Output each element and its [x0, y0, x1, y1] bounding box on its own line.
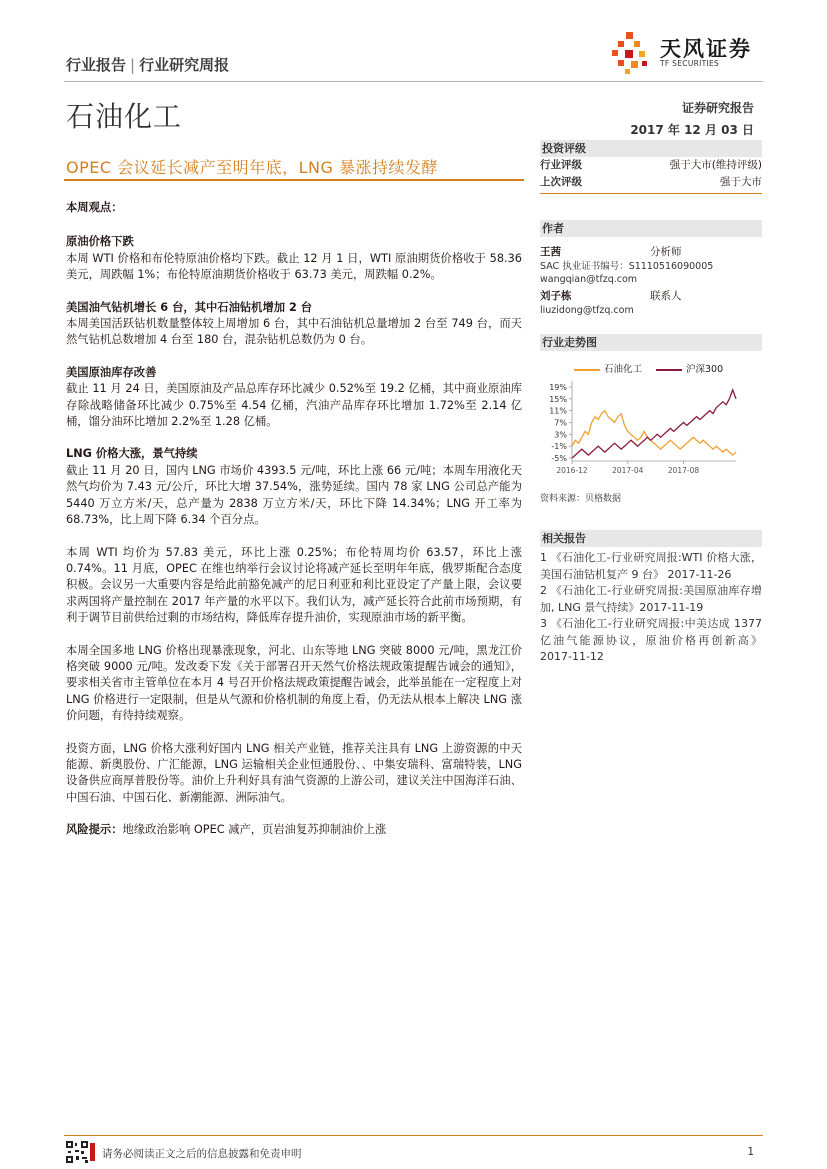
- qr-code-icon: [66, 1141, 96, 1163]
- footer-divider: [64, 1135, 763, 1136]
- section-heading: LNG 价格大涨，景气持续: [66, 447, 198, 461]
- category-separator: |: [130, 56, 136, 74]
- viewpoint-label: 本周观点：: [66, 201, 123, 214]
- y-tick-label: -1%: [551, 442, 567, 452]
- sector-title: 石油化工: [66, 100, 183, 133]
- category-label: 行业报告: [66, 56, 127, 74]
- section-lng: [66, 446, 522, 528]
- risk-warning: [66, 822, 522, 838]
- author-email[interactable]: liuzidong@tfzq.com: [540, 305, 634, 316]
- risk-text: 地缘政治影响 OPEC 减产，页岩油复苏抑制油价上涨: [122, 823, 387, 837]
- legend-label: 沪深300: [686, 364, 724, 375]
- header-divider: [64, 81, 763, 82]
- paragraph-investment: 投资方面，LNG 价格大涨利好国内 LNG 相关产业链，推荐关注具有 LNG 上游资源的中天能源、新奥股份、广汇能源，LNG 运输相关企业恒通股份、、中集安瑞科、富瑞特装，LNG 设备供应商厚普股份等。油价上升利好具有油气资源的上游公司，建议关注中国海洋石油、中国石油、中国石化、新潮能源、洲际油气。: [66, 741, 522, 804]
- title-underline: [64, 179, 524, 181]
- section-body: 截止 11 月 20 日，国内 LNG 市场价 4393.5 元/吨，环比上涨 66 元/吨；本周车用液化天然气均价为 7.43 元/公斤，环比大增 37.54%，涨势延续。国内 78 家 LNG 公司总产能为 5440 万立方米/天，总产量为 2838 万立方米/天，环比下降 14.34%；LNG 开工率为 68.73%，比上周下降 6.34 个百分点。: [66, 463, 522, 527]
- industry-rating-row: [540, 157, 762, 174]
- section-inventory: [66, 365, 522, 431]
- section-oil-price: [66, 234, 522, 283]
- author-row: [540, 289, 762, 304]
- legend-label: 石油化工: [604, 364, 643, 375]
- previous-rating-value: 强于大市: [720, 176, 762, 188]
- author-email[interactable]: wangqian@tfzq.com: [540, 274, 638, 285]
- author-row: [540, 245, 762, 260]
- report-category: [66, 54, 229, 75]
- y-tick-label: 3%: [554, 430, 567, 440]
- page-number: 1: [747, 1146, 754, 1158]
- related-report-item[interactable]: 1 《石油化工-行业研究周报:WTI 价格大涨，美国石油钻机复产 9 台》 2017-11-26: [540, 551, 762, 581]
- section-heading: 美国原油库存改善: [66, 365, 157, 379]
- legend-swatch-icon: [656, 369, 682, 371]
- y-tick-label: 11%: [549, 406, 567, 416]
- related-reports: [540, 530, 762, 666]
- sidebar: [540, 140, 762, 317]
- report-date: 2017 年 12 月 03 日: [630, 123, 754, 137]
- related-heading: 相关报告: [540, 530, 762, 547]
- report-title: OPEC 会议延长减产至明年底，LNG 暴涨持续发酵: [66, 158, 438, 177]
- x-tick-label: 2017-04: [612, 466, 644, 475]
- section-body: 本周美国活跃钻机数量整体较上周增加 6 台，其中石油钻机总量增加 2 台至 749 台，而天然气钻机总数增加 4 台至 180 台，混杂钻机总数仍为 0 台。: [66, 317, 522, 347]
- author-role: 分析师: [650, 246, 682, 258]
- related-report-item[interactable]: 3 《石油化工-行业研究周报:中美达成 1377 亿油气能源协议，原油价格再创新高》 2017-11-12: [540, 617, 762, 663]
- trend-chart-section: [540, 334, 762, 504]
- y-tick-label: -5%: [551, 454, 567, 464]
- previous-rating-label: 上次评级: [540, 176, 582, 188]
- author-role: 联系人: [650, 290, 682, 302]
- author-heading: 作者: [540, 220, 762, 237]
- author-name: 王茜: [540, 246, 561, 258]
- x-tick-label: 2016-12: [556, 466, 588, 475]
- report-type: 证券研究报告: [681, 101, 754, 115]
- paragraph-lng-price: 本周全国多地 LNG 价格出现暴涨现象，河北、山东等地 LNG 突破 8000 元/吨，黑龙江价格突破 9000 元/吨。发改委下发《关于部署召开天然气价格法规政策提醒告诫会的通知》，要求相关省市主管单位在本月 4 号召开价格法规政策提醒告诫会，此举虽能在一定程度上对 LNG 价格进行一定限制，但是从气源和价格机制的角度上看，仍无法从根本上解决 LNG 涨价问题，有待持续观察。: [66, 643, 522, 723]
- chart-source: 资料来源：贝格数据: [540, 494, 622, 504]
- trend-heading: 行业走势图: [540, 334, 762, 351]
- previous-rating-row: [540, 174, 762, 191]
- y-tick-label: 19%: [549, 382, 567, 392]
- sub-category-label: 行业研究周报: [139, 56, 230, 74]
- section-body: 截止 11 月 24 日，美国原油及产品总库存环比减少 0.52%至 19.2 亿桶，其中商业原油库存除战略储备环比减少 0.75%至 4.54 亿桶，汽油产品库存环比增加 1.72%至 2.14 亿桶，馏分油环比增加 2.2%至 1.28 亿桶。: [66, 382, 522, 429]
- chart-legend: [574, 361, 762, 375]
- y-tick-label: 15%: [549, 394, 567, 404]
- trend-chart: [540, 375, 762, 483]
- footer-notice: 请务必阅读正文之后的信息披露和免责申明: [102, 1148, 302, 1160]
- brand-subtitle: TF SECURITIES: [660, 59, 720, 68]
- x-tick-label: 2017-08: [667, 466, 700, 475]
- section-rig-count: [66, 300, 522, 349]
- risk-label: 风险提示：: [66, 823, 123, 837]
- related-report-item[interactable]: 2 《石油化工-行业研究周报:美国原油库存增加, LNG 景气持续》2017-11-19: [540, 584, 762, 614]
- sidebar-divider: [540, 193, 762, 194]
- y-tick-label: 7%: [554, 418, 567, 428]
- author-name: 刘子栋: [540, 290, 572, 302]
- brand-name: 天风证券: [660, 37, 752, 61]
- legend-item: [656, 361, 723, 375]
- main-content: [66, 200, 522, 839]
- legend-item: [574, 361, 642, 375]
- logo-dots-icon: [612, 32, 647, 74]
- section-heading: 美国油气钻机增长 6 台，其中石油钻机增加 2 台: [66, 300, 313, 314]
- section-heading: 原油价格下跌: [66, 235, 134, 249]
- author-cert: SAC 执业证书编号：S1110516090005: [540, 261, 714, 272]
- industry-rating-label: 行业评级: [540, 159, 582, 171]
- industry-rating-value: 强于大市(维持评级): [669, 159, 762, 171]
- section-body: 本周 WTI 价格和布伦特原油价格均下跌。截止 12 月 1 日，WTI 原油期货价格收于 58.36 美元，周跌幅 1%；布伦特原油期货价格收于 63.73 美元，周跌幅 0.2%。: [66, 251, 522, 282]
- rating-heading: 投资评级: [540, 140, 762, 157]
- paragraph-opec: 本周 WTI 均价为 57.83 美元，环比上涨 0.25%；布伦特周均价 63.57，环比上涨 0.74%。11 月底，OPEC 在维也纳举行会议讨论将减产延长至明年年底，俄罗斯配合态度积极。会议另一大重要内容是给此前豁免减产的尼日利亚和利比亚设定了产量上限，会议要求两国将产量控制在 2017 年产量的水平以下。我们认为，减产延长符合此前市场预期，有利于调节目前供给过剩的市场结构，降低库存提升油价，实现原油市场的新平衡。: [66, 545, 522, 625]
- legend-swatch-icon: [574, 369, 600, 371]
